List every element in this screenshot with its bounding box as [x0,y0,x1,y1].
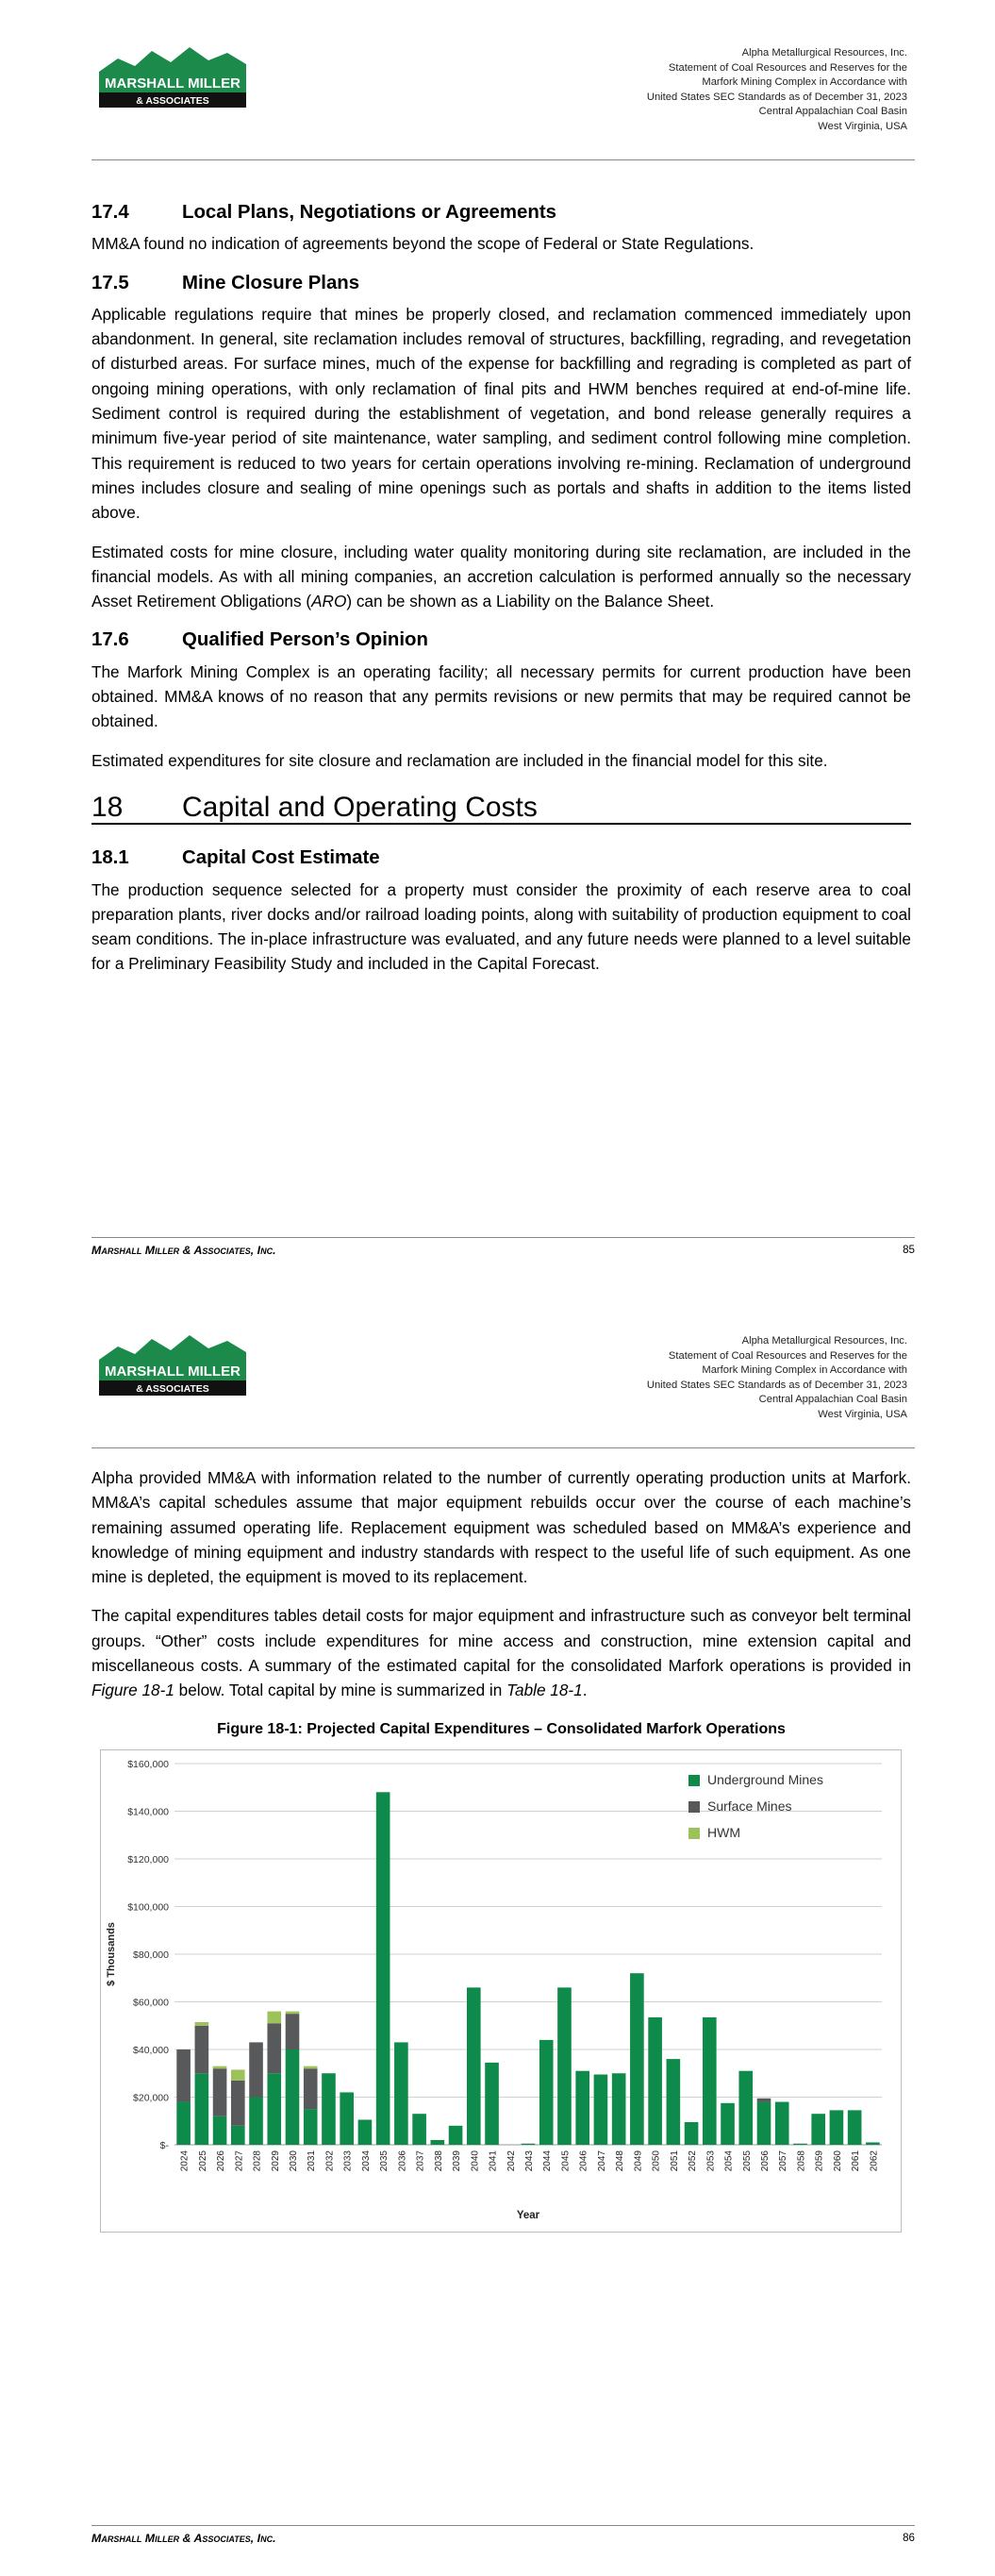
bar-segment [522,2144,536,2145]
header-line: West Virginia, USA [818,120,907,132]
y-tick-label: $120,000 [127,1853,169,1865]
logo-top-text: MARSHALL MILLER [105,75,240,92]
bar-segment [793,2144,807,2145]
header-line: United States SEC Standards as of December 31, 2023 [646,1379,907,1391]
section-title: Mine Closure Plans [182,272,360,293]
legend-swatch [688,1775,700,1786]
figure-reference: Figure 18-1 [91,1681,174,1700]
bar-segment [304,2066,318,2069]
page-header [647,1334,907,1423]
x-tick-label: 2053 [705,2149,717,2172]
capex-chart [101,1750,901,2232]
y-tick-label: $140,000 [127,1806,169,1818]
page-header [647,46,907,135]
x-tick-label: 2051 [669,2149,680,2172]
section-heading [91,271,911,295]
bar-segment [213,2068,227,2116]
page-number: 86 [903,2532,915,2544]
x-tick-label: 2046 [578,2149,589,2172]
section-number: 17.4 [91,202,129,223]
header-line: United States SEC Standards as of December 31, 2023 [646,91,907,103]
x-tick-label: 2030 [289,2149,299,2172]
header-line: West Virginia, USA [818,1408,907,1420]
x-tick-label: 2041 [488,2149,499,2172]
logo-bottom-text: & ASSOCIATES [136,95,209,107]
x-tick-label: 2038 [433,2149,444,2172]
paragraph: Alpha provided MM&A with information related to the number of currently operating production units at Marfork. MM&A’s capital schedules assume that major equipment rebuilds occur over the course of each machine’s remaining assumed operating life. Replacement equipment was scheduled based on MM&A’s experience and knowledge of mining equipment and industry standards with respect to the useful life of such equipment. As one mine is depleted, the equipment is moved to its replacement. [91,1468,911,1587]
x-tick-label: 2058 [796,2149,807,2172]
x-tick-label: 2037 [415,2149,426,2172]
bar-segment [485,2063,499,2145]
footer-divider [91,1237,915,1238]
bar-segment [267,2073,281,2145]
x-tick-label: 2032 [324,2149,336,2172]
y-tick-label: $100,000 [127,1901,169,1914]
bar-segment [376,1792,390,2145]
legend-label: Underground Mines [707,1771,823,1787]
header-line: Statement of Coal Resources and Reserves for the [668,61,907,74]
bar-segment [757,2099,771,2102]
marshall-miller-logo [97,42,248,111]
bar-segment [322,2073,336,2145]
y-tick-label: $60,000 [133,1997,169,2009]
header-line: Marfork Mining Complex in Accordance with [702,1364,907,1377]
bar-segment [575,2071,589,2145]
x-tick-label: 2040 [470,2149,481,2172]
paragraph [91,1603,911,1702]
y-tick-label: $- [159,2139,169,2151]
paragraph-part: below. Total capital by mine is summarized in [174,1681,507,1700]
x-tick-label: 2062 [869,2149,880,2172]
bar-segment [431,2140,445,2145]
page-86 [0,1288,995,2576]
header-line: Statement of Coal Resources and Reserves for the [668,1349,907,1362]
header-divider [91,159,915,160]
bar-segment [195,2026,209,2074]
paragraph-part: ) can be shown as a Liability on the Balance Sheet. [346,592,715,611]
bar-segment [612,2073,626,2145]
bar-segment [412,2114,426,2145]
x-tick-label: 2025 [197,2149,208,2172]
section-number: 18.1 [91,847,129,869]
x-tick-label: 2050 [651,2149,662,2172]
bar-segment [231,2126,245,2145]
y-tick-label: $80,000 [133,1949,169,1961]
x-tick-label: 2047 [596,2149,607,2172]
bar-segment [304,2068,318,2109]
bar-segment [866,2142,880,2145]
x-tick-label: 2048 [615,2149,626,2172]
table-reference: Table 18-1 [506,1681,583,1700]
bar-segment [721,2103,735,2145]
header-line: Marfork Mining Complex in Accordance with [702,76,907,89]
x-tick-label: 2027 [234,2149,245,2172]
x-tick-label: 2054 [723,2149,735,2172]
bar-segment [231,2081,245,2126]
capex-chart-frame [100,1749,902,2233]
paragraph: MM&A found no indication of agreements beyond the scope of Federal or State Regulations. [91,234,755,254]
header-line: Alpha Metallurgical Resources, Inc. [741,1335,907,1347]
section-title: Capital Cost Estimate [182,847,380,869]
header-divider [91,1447,915,1448]
bar-segment [811,2114,825,2145]
footer-company: Marshall Miller & Associates, Inc. [91,1244,276,1257]
x-tick-label: 2033 [342,2149,354,2172]
footer-company: Marshall Miller & Associates, Inc. [91,2532,276,2545]
bar-segment [358,2119,373,2145]
page-body [91,187,911,991]
bar-segment [176,2102,191,2145]
y-tick-label: $160,000 [127,1758,169,1770]
header-line: Central Appalachian Coal Basin [758,1394,907,1406]
y-tick-label: $40,000 [133,2044,169,2056]
bar-segment [557,1987,572,2145]
bar-segment [667,2059,681,2145]
legend-swatch [688,1801,700,1813]
paragraph-part: The capital expenditures tables detail costs for major equipment and infrastructure such as conveyor belt terminal groups. “Other” costs include expenditures for mine access and construction, mine extension capital and miscellaneous costs. A summary of the estimated capital for the consolidated Marfork operations is provided in [91,1606,911,1676]
x-tick-label: 2029 [270,2149,281,2172]
x-tick-label: 2031 [307,2149,318,2172]
x-tick-label: 2049 [633,2149,644,2172]
bar-segment [594,2074,608,2144]
paragraph-part: . [582,1681,588,1700]
paragraph: The production sequence selected for a property must consider the proximity of each reserve area to coal preparation plants, river docks and/or railroad loading points, along with suitability of production equipment to coal seam conditions. The in-place infrastructure was evaluated, and any future needs were planned to a level suitable for a Preliminary Feasibility Study and included in the Capital Forecast. [91,879,911,974]
aro-term: ARO [311,592,347,611]
x-tick-label: 2055 [741,2149,753,2172]
footer-divider [91,2525,915,2526]
logo-bottom-text: & ASSOCIATES [136,1383,209,1395]
bar-segment [539,2040,554,2145]
section-heading [91,627,911,652]
legend-swatch [688,1828,700,1839]
section-title: Qualified Person’s Opinion [182,629,428,651]
marshall-miller-logo [97,1330,248,1399]
bar-segment [249,2042,263,2097]
bar-segment [467,1987,481,2145]
header-line: Central Appalachian Coal Basin [758,106,907,118]
section-heading [91,200,911,225]
bar-segment [630,1973,644,2145]
x-tick-label: 2061 [851,2149,862,2172]
bar-segment [304,2109,318,2145]
section-title: Local Plans, Negotiations or Agreements [182,202,556,223]
x-tick-label: 2056 [760,2149,771,2172]
bar-segment [195,2073,209,2145]
bar-segment [213,2116,227,2145]
paragraph-part: Estimated costs for mine closure, including water quality monitoring during site reclamation, are included in the financial models. As with all mining companies, an accretion calculation is performed annually so the necessary Asset Retirement Obligations ( [91,542,911,611]
bar-segment [249,2097,263,2145]
section-number: 17.5 [91,272,129,293]
legend-label: HWM [707,1824,740,1840]
chapter-title: Capital and Operating Costs [182,791,538,823]
section-heading [91,845,911,870]
x-tick-label: 2028 [252,2149,263,2172]
bar-segment [394,2042,408,2145]
bar-segment [830,2110,844,2145]
paragraph: Applicable regulations require that mines be properly closed, and reclamation commenced immediately upon abandonment. In general, site reclamation includes removal of structures, backfilling, regrading, and revegetation of disturbed areas. For surface mines, much of the expense for backfilling and regrading is completed as part of ongoing mining operations, with only reclamation of final pits and HWM benches required at end-of-mine life. Sediment control is required during the establishment of vegetation, and bond release generally requires a minimum five-year period of site maintenance, water sampling, and sediment control following mine completion. This requirement is reduced to two years for certain operations involving re-mining. Reclamation of underground mines includes closure and sealing of mine openings such as portals and shafts in addition to the items listed above. [91,304,911,523]
bar-segment [176,2049,191,2102]
paragraph [91,540,911,614]
paragraph: The Marfork Mining Complex is an operating facility; all necessary permits for current production have been obtained. MM&A knows of no reason that any permits revisions or new permits that may be required cannot be obtained. [91,661,911,731]
bar-segment [286,2049,300,2145]
paragraph: Estimated expenditures for site closure and reclamation are included in the financial model for this site. [91,750,828,770]
x-tick-label: 2024 [179,2149,191,2172]
x-tick-label: 2059 [814,2149,825,2172]
bar-segment [195,2022,209,2026]
x-axis-label: Year [516,2209,540,2221]
figure-title: Figure 18-1: Projected Capital Expenditures – Consolidated Marfork Operations [217,1720,786,1737]
page-number: 85 [903,1244,915,1256]
bar-segment [703,2017,717,2145]
bar-segment [267,2012,281,2024]
bar-segment [449,2126,463,2145]
page-body [91,1465,911,2233]
x-tick-label: 2042 [506,2149,517,2172]
x-tick-label: 2035 [379,2149,390,2172]
x-tick-label: 2039 [452,2149,463,2172]
x-tick-label: 2026 [216,2149,227,2172]
x-tick-label: 2036 [397,2149,408,2172]
bar-segment [286,2012,300,2015]
chapter-heading [91,791,911,825]
logo-top-text: MARSHALL MILLER [105,1363,240,1380]
x-tick-label: 2034 [360,2149,372,2172]
x-tick-label: 2043 [524,2149,535,2172]
x-tick-label: 2052 [688,2149,699,2172]
x-tick-label: 2060 [832,2149,843,2172]
x-tick-label: 2044 [542,2149,554,2172]
bar-segment [685,2122,699,2145]
x-tick-label: 2045 [560,2149,572,2172]
header-line: Alpha Metallurgical Resources, Inc. [741,47,907,59]
page-footer [91,1244,915,1257]
page-footer [91,2532,915,2545]
bar-segment [340,2092,354,2145]
y-axis-label: $ Thousands [106,1922,117,1986]
bar-segment [738,2071,753,2145]
bar-segment [267,2023,281,2073]
legend-label: Surface Mines [707,1798,792,1814]
bar-segment [231,2069,245,2080]
section-number: 17.6 [91,629,129,651]
bar-segment [648,2017,662,2145]
bar-segment [775,2102,789,2145]
bar-segment [286,2014,300,2049]
bar-segment [213,2066,227,2069]
x-tick-label: 2057 [778,2149,789,2172]
chapter-number: 18 [91,791,124,823]
y-tick-label: $20,000 [133,2092,169,2104]
bar-segment [848,2110,862,2145]
bar-segment [757,2102,771,2145]
